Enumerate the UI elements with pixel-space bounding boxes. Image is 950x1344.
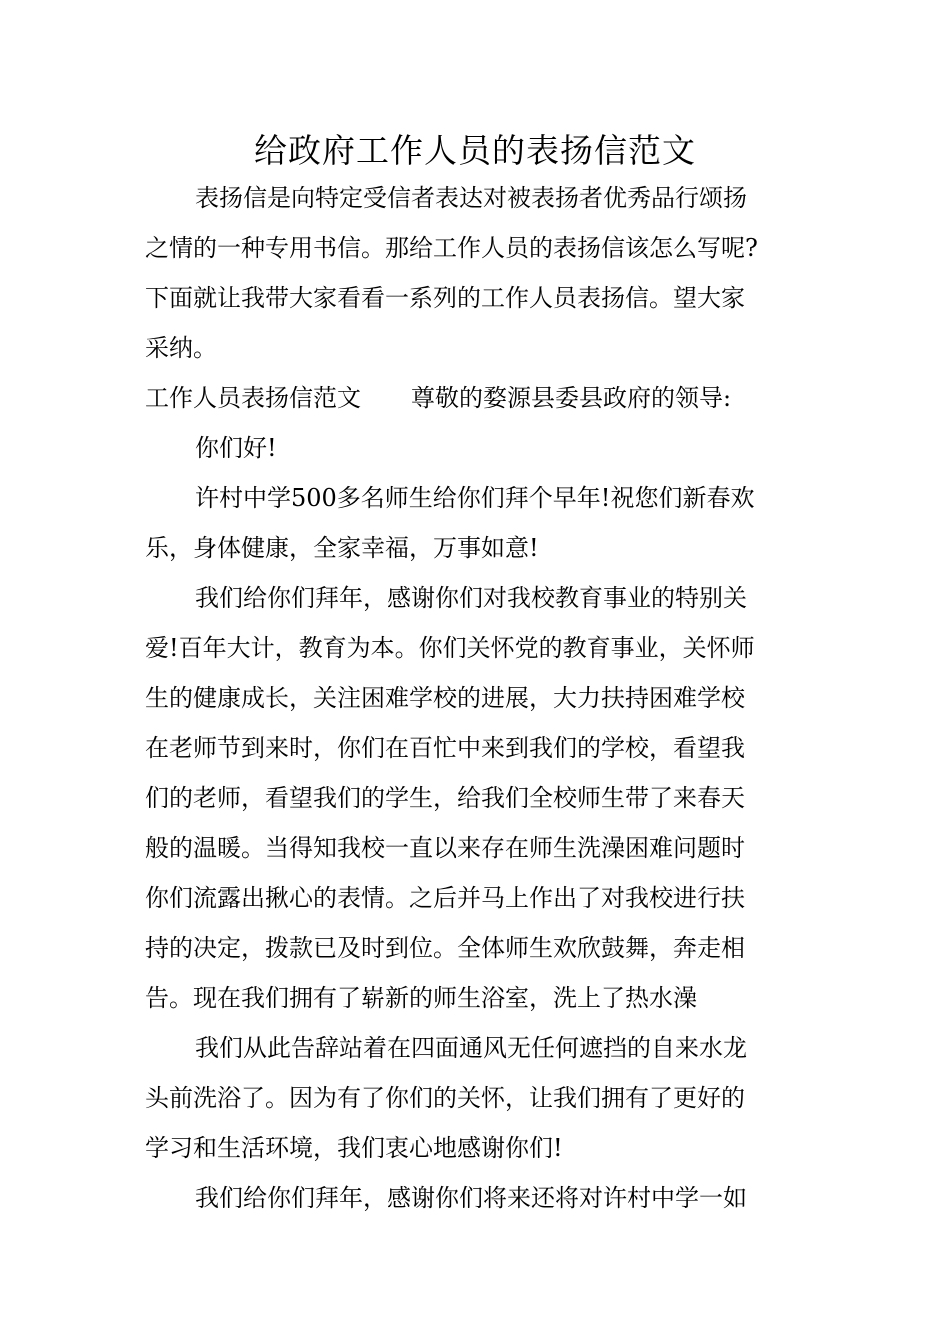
paragraph-line: 下面就让我带大家看看一系列的工作人员表扬信。望大家: [145, 284, 745, 312]
section-heading: 工作人员表扬信范文: [145, 384, 361, 412]
paragraph-line: 学习和生活环境，我们衷心地感谢你们!: [145, 1134, 563, 1162]
paragraph-line: 们的老师，看望我们的学生，给我们全校师生带了来春天: [145, 784, 745, 812]
paragraph-line: 头前洗浴了。因为有了你们的关怀，让我们拥有了更好的: [145, 1084, 745, 1112]
paragraph-line: 在老师节到来时，你们在百忙中来到我们的学校，看望我: [145, 734, 745, 762]
paragraph-line: 表扬信是向特定受信者表达对被表扬者优秀品行颂扬: [195, 184, 747, 212]
paragraph-line: 般的温暖。当得知我校一直以来存在师生洗澡困难问题时: [145, 834, 745, 862]
paragraph-line: 我们给你们拜年，感谢你们将来还将对许村中学一如: [195, 1184, 747, 1212]
paragraph-line: 你们流露出揪心的表情。之后并马上作出了对我校进行扶: [145, 884, 745, 912]
document-title: 给政府工作人员的表扬信范文: [254, 131, 696, 170]
paragraph-line: 持的决定，拨款已及时到位。全体师生欢欣鼓舞，奔走相: [145, 934, 745, 962]
paragraph-line: 告。现在我们拥有了崭新的师生浴室，洗上了热水澡: [145, 984, 697, 1012]
paragraph-line: 采纳。: [145, 334, 217, 362]
paragraph-line: 乐，身体健康，全家幸福，万事如意!: [145, 534, 539, 562]
paragraph-line: 之情的一种专用书信。那给工作人员的表扬信该怎么写呢?: [145, 234, 758, 262]
paragraph-line: 许村中学500多名师生给你们拜个早年!祝您们新春欢: [195, 484, 755, 512]
document-body: [145, 173, 810, 1223]
salutation: 尊敬的婺源县委县政府的领导:: [411, 384, 732, 412]
paragraph-line: 爱!百年大计，教育为本。你们关怀党的教育事业，关怀师: [145, 634, 755, 662]
paragraph-line: 我们给你们拜年，感谢你们对我校教育事业的特别关: [195, 584, 747, 612]
heading-line: [145, 373, 810, 423]
paragraph-line: 生的健康成长，关注困难学校的进展，大力扶持困难学校: [145, 684, 745, 712]
paragraph-line: 你们好!: [195, 434, 277, 462]
paragraph-line: 我们从此告辞站着在四面通风无任何遮挡的自来水龙: [195, 1034, 747, 1062]
